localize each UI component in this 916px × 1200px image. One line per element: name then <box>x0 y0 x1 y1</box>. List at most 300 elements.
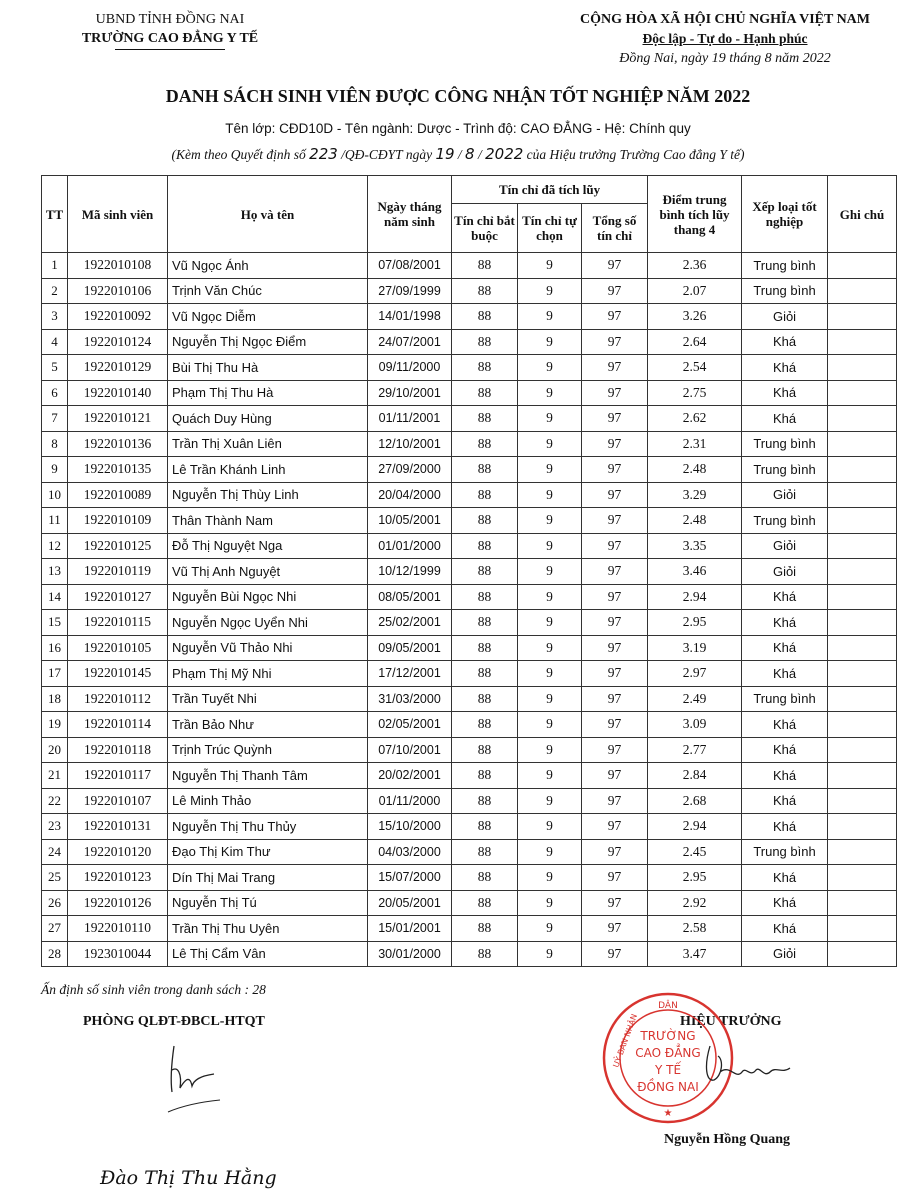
cell-birth-date: 27/09/1999 <box>368 278 452 304</box>
cell-total-credits: 97 <box>582 686 648 712</box>
cell-birth-date: 20/04/2000 <box>368 482 452 508</box>
cell-note <box>828 763 897 789</box>
cell-note <box>828 457 897 483</box>
cell-student-id: 1922010135 <box>68 457 168 483</box>
cell-note <box>828 610 897 636</box>
cell-total-credits: 97 <box>582 610 648 636</box>
cell-tt: 20 <box>42 737 68 763</box>
cell-student-id: 1922010119 <box>68 559 168 585</box>
cell-required-credits: 88 <box>452 890 518 916</box>
cell-total-credits: 97 <box>582 329 648 355</box>
cell-classification: Khá <box>742 635 828 661</box>
cell-required-credits: 88 <box>452 635 518 661</box>
table-row <box>42 559 897 585</box>
cell-full-name: Quách Duy Hùng <box>168 406 368 432</box>
cell-note <box>828 406 897 432</box>
cell-full-name: Trịnh Văn Chúc <box>168 278 368 304</box>
cell-classification: Trung bình <box>742 508 828 534</box>
cell-full-name: Lê Minh Thảo <box>168 788 368 814</box>
cell-required-credits: 88 <box>452 712 518 738</box>
cell-classification: Khá <box>742 712 828 738</box>
cell-tt: 3 <box>42 304 68 330</box>
cell-elective-credits: 9 <box>518 610 582 636</box>
cell-birth-date: 10/05/2001 <box>368 508 452 534</box>
cell-tt: 18 <box>42 686 68 712</box>
cell-birth-date: 29/10/2001 <box>368 380 452 406</box>
cell-birth-date: 01/11/2000 <box>368 788 452 814</box>
seal-star-icon: ★ <box>663 1108 673 1119</box>
cell-birth-date: 20/02/2001 <box>368 763 452 789</box>
cell-student-id: 1922010114 <box>68 712 168 738</box>
cell-tt: 12 <box>42 533 68 559</box>
cell-elective-credits: 9 <box>518 890 582 916</box>
cell-elective-credits: 9 <box>518 712 582 738</box>
cell-tt: 16 <box>42 635 68 661</box>
national-header <box>540 10 910 70</box>
cell-full-name: Trịnh Trúc Quỳnh <box>168 737 368 763</box>
cell-birth-date: 04/03/2000 <box>368 839 452 865</box>
cell-full-name: Nguyễn Thị Thùy Linh <box>168 482 368 508</box>
cell-gpa: 2.62 <box>648 406 742 432</box>
cell-required-credits: 88 <box>452 253 518 279</box>
cell-tt: 27 <box>42 916 68 942</box>
cell-required-credits: 88 <box>452 610 518 636</box>
principal-name: Nguyễn Hồng Quang <box>664 1132 791 1147</box>
cell-gpa: 2.07 <box>648 278 742 304</box>
cell-total-credits: 97 <box>582 253 648 279</box>
cell-tt: 4 <box>42 329 68 355</box>
table-row <box>42 278 897 304</box>
cell-elective-credits: 9 <box>518 533 582 559</box>
decision-sep2: / <box>474 147 486 162</box>
cell-birth-date: 17/12/2001 <box>368 661 452 687</box>
cell-tt: 13 <box>42 559 68 585</box>
cell-student-id: 1922010092 <box>68 304 168 330</box>
cell-tt: 21 <box>42 763 68 789</box>
cell-note <box>828 304 897 330</box>
cell-classification: Khá <box>742 584 828 610</box>
graduates-table <box>41 175 897 967</box>
cell-student-id: 1922010112 <box>68 686 168 712</box>
cell-tt: 22 <box>42 788 68 814</box>
cell-total-credits: 97 <box>582 865 648 891</box>
table-row <box>42 508 897 534</box>
cell-student-id: 1922010106 <box>68 278 168 304</box>
department-title: PHÒNG QLĐT-ĐBCL-HTQT <box>83 1014 265 1029</box>
decision-mid: /QĐ-CĐYT ngày <box>337 147 436 162</box>
cell-birth-date: 01/11/2001 <box>368 406 452 432</box>
cell-full-name: Nguyễn Ngọc Uyển Nhi <box>168 610 368 636</box>
cell-classification: Trung bình <box>742 457 828 483</box>
cell-note <box>828 559 897 585</box>
cell-required-credits: 88 <box>452 686 518 712</box>
cell-classification: Khá <box>742 329 828 355</box>
cell-classification: Khá <box>742 865 828 891</box>
cell-note <box>828 508 897 534</box>
cell-total-credits: 97 <box>582 788 648 814</box>
cell-required-credits: 88 <box>452 304 518 330</box>
cell-classification: Khá <box>742 788 828 814</box>
cell-student-id: 1922010120 <box>68 839 168 865</box>
table-row <box>42 355 897 381</box>
cell-birth-date: 09/11/2000 <box>368 355 452 381</box>
cell-birth-date: 25/02/2001 <box>368 610 452 636</box>
cell-classification: Giỏi <box>742 941 828 967</box>
header-birth-date: Ngày tháng năm sinh <box>368 176 452 253</box>
cell-total-credits: 97 <box>582 916 648 942</box>
cell-tt: 25 <box>42 865 68 891</box>
cell-full-name: Đạo Thị Kim Thư <box>168 839 368 865</box>
cell-student-id: 1922010124 <box>68 329 168 355</box>
cell-elective-credits: 9 <box>518 788 582 814</box>
cell-gpa: 2.54 <box>648 355 742 381</box>
cell-birth-date: 31/03/2000 <box>368 686 452 712</box>
table-row <box>42 686 897 712</box>
table-row <box>42 941 897 967</box>
cell-elective-credits: 9 <box>518 457 582 483</box>
cell-gpa: 2.68 <box>648 788 742 814</box>
cell-classification: Khá <box>742 890 828 916</box>
cell-full-name: Vũ Ngọc Diễm <box>168 304 368 330</box>
cell-required-credits: 88 <box>452 839 518 865</box>
cell-required-credits: 88 <box>452 533 518 559</box>
cell-full-name: Thân Thành Nam <box>168 508 368 534</box>
cell-gpa: 2.95 <box>648 865 742 891</box>
cell-classification: Khá <box>742 380 828 406</box>
cell-full-name: Nguyễn Thị Thanh Tâm <box>168 763 368 789</box>
cell-classification: Trung bình <box>742 839 828 865</box>
table-row <box>42 763 897 789</box>
cell-total-credits: 97 <box>582 941 648 967</box>
cell-note <box>828 482 897 508</box>
seal-top-text: DÂN <box>658 1001 678 1011</box>
cell-birth-date: 09/05/2001 <box>368 635 452 661</box>
cell-note <box>828 431 897 457</box>
cell-full-name: Nguyễn Thị Tú <box>168 890 368 916</box>
cell-note <box>828 661 897 687</box>
cell-full-name: Lê Trần Khánh Linh <box>168 457 368 483</box>
cell-gpa: 2.94 <box>648 584 742 610</box>
cell-note <box>828 584 897 610</box>
cell-total-credits: 97 <box>582 763 648 789</box>
cell-birth-date: 20/05/2001 <box>368 890 452 916</box>
cell-gpa: 2.95 <box>648 610 742 636</box>
cell-elective-credits: 9 <box>518 508 582 534</box>
issuer-authority: UBND TỈNH ĐỒNG NAI <box>95 12 245 27</box>
department-signer-name <box>96 1158 286 1196</box>
seal-ring-text: UỶ BAN NHÂN <box>611 1012 640 1069</box>
cell-classification: Khá <box>742 763 828 789</box>
cell-gpa: 3.35 <box>648 533 742 559</box>
cell-classification: Khá <box>742 814 828 840</box>
cell-full-name: Bùi Thị Thu Hà <box>168 355 368 381</box>
cell-gpa: 2.75 <box>648 380 742 406</box>
cell-total-credits: 97 <box>582 482 648 508</box>
cell-tt: 7 <box>42 406 68 432</box>
cell-student-id: 1922010125 <box>68 533 168 559</box>
cell-note <box>828 712 897 738</box>
cell-student-id: 1922010110 <box>68 916 168 942</box>
cell-note <box>828 941 897 967</box>
table-row <box>42 635 897 661</box>
cell-student-id: 1922010115 <box>68 610 168 636</box>
header-credits-group: Tín chỉ đã tích lũy <box>452 176 648 204</box>
national-title: CỘNG HÒA XÃ HỘI CHỦ NGHĨA VIỆT NAM <box>579 12 870 27</box>
cell-birth-date: 07/08/2001 <box>368 253 452 279</box>
cell-tt: 28 <box>42 941 68 967</box>
cell-note <box>828 253 897 279</box>
cell-student-id: 1922010145 <box>68 661 168 687</box>
issuer-school: TRƯỜNG CAO ĐẲNG Y TẾ <box>81 31 259 46</box>
cell-note <box>828 355 897 381</box>
cell-required-credits: 88 <box>452 814 518 840</box>
decision-suffix: của Hiệu trưởng Trường Cao đẳng Y tế) <box>523 147 745 162</box>
header-classification: Xếp loại tốt nghiệp <box>742 176 828 253</box>
decision-month: 8 <box>465 145 475 163</box>
cell-classification: Trung bình <box>742 253 828 279</box>
cell-gpa: 2.58 <box>648 916 742 942</box>
cell-birth-date: 02/05/2001 <box>368 712 452 738</box>
decision-number: 223 <box>309 145 338 163</box>
cell-total-credits: 97 <box>582 559 648 585</box>
cell-gpa: 2.64 <box>648 329 742 355</box>
cell-gpa: 3.26 <box>648 304 742 330</box>
seal-line-2: CAO ĐẲNG <box>635 1046 701 1060</box>
cell-student-id: 1922010123 <box>68 865 168 891</box>
table-row <box>42 890 897 916</box>
cell-elective-credits: 9 <box>518 406 582 432</box>
cell-elective-credits: 9 <box>518 839 582 865</box>
cell-required-credits: 88 <box>452 457 518 483</box>
cell-classification: Giỏi <box>742 304 828 330</box>
cell-elective-credits: 9 <box>518 737 582 763</box>
cell-required-credits: 88 <box>452 380 518 406</box>
cell-gpa: 2.36 <box>648 253 742 279</box>
cell-birth-date: 01/01/2000 <box>368 533 452 559</box>
cell-birth-date: 15/07/2000 <box>368 865 452 891</box>
cell-total-credits: 97 <box>582 278 648 304</box>
table-row <box>42 253 897 279</box>
cell-gpa: 2.31 <box>648 431 742 457</box>
cell-required-credits: 88 <box>452 788 518 814</box>
cell-elective-credits: 9 <box>518 355 582 381</box>
cell-classification: Khá <box>742 355 828 381</box>
cell-student-id: 1922010121 <box>68 406 168 432</box>
cell-tt: 10 <box>42 482 68 508</box>
cell-student-id: 1922010140 <box>68 380 168 406</box>
cell-full-name: Lê Thị Cẩm Vân <box>168 941 368 967</box>
cell-tt: 15 <box>42 610 68 636</box>
cell-student-id: 1922010107 <box>68 788 168 814</box>
table-row <box>42 431 897 457</box>
cell-tt: 24 <box>42 839 68 865</box>
cell-elective-credits: 9 <box>518 584 582 610</box>
cell-birth-date: 14/01/1998 <box>368 304 452 330</box>
cell-tt: 5 <box>42 355 68 381</box>
cell-classification: Khá <box>742 610 828 636</box>
cell-birth-date: 10/12/1999 <box>368 559 452 585</box>
cell-required-credits: 88 <box>452 865 518 891</box>
cell-classification: Trung bình <box>742 278 828 304</box>
principal-title: HIỆU TRƯỞNG <box>680 1014 782 1029</box>
cell-student-id: 1922010126 <box>68 890 168 916</box>
cell-tt: 1 <box>42 253 68 279</box>
cell-elective-credits: 9 <box>518 329 582 355</box>
cell-tt: 8 <box>42 431 68 457</box>
cell-note <box>828 533 897 559</box>
cell-required-credits: 88 <box>452 661 518 687</box>
cell-gpa: 3.09 <box>648 712 742 738</box>
cell-required-credits: 88 <box>452 278 518 304</box>
table-row <box>42 584 897 610</box>
cell-required-credits: 88 <box>452 355 518 381</box>
header-gpa: Điểm trung bình tích lũy thang 4 <box>648 176 742 253</box>
table-row <box>42 610 897 636</box>
cell-student-id: 1922010118 <box>68 737 168 763</box>
seal-line-4: ĐỒNG NAI <box>637 1080 699 1094</box>
cell-student-id: 1922010108 <box>68 253 168 279</box>
cell-classification: Khá <box>742 406 828 432</box>
cell-required-credits: 88 <box>452 763 518 789</box>
cell-student-id: 1922010109 <box>68 508 168 534</box>
cell-tt: 26 <box>42 890 68 916</box>
cell-tt: 11 <box>42 508 68 534</box>
cell-gpa: 3.19 <box>648 635 742 661</box>
cell-classification: Trung bình <box>742 686 828 712</box>
cell-gpa: 2.48 <box>648 457 742 483</box>
cell-gpa: 2.94 <box>648 814 742 840</box>
header-note: Ghi chú <box>828 176 897 253</box>
cell-student-id: 1922010117 <box>68 763 168 789</box>
cell-elective-credits: 9 <box>518 482 582 508</box>
header-full-name: Họ và tên <box>168 176 368 253</box>
cell-gpa: 2.92 <box>648 890 742 916</box>
document-title: DANH SÁCH SINH VIÊN ĐƯỢC CÔNG NHẬN TỐT NGHIỆP NĂM 2022 <box>165 86 751 106</box>
cell-full-name: Trần Bảo Như <box>168 712 368 738</box>
cell-elective-credits: 9 <box>518 253 582 279</box>
cell-total-credits: 97 <box>582 533 648 559</box>
cell-full-name: Phạm Thị Thu Hà <box>168 380 368 406</box>
cell-total-credits: 97 <box>582 661 648 687</box>
seal-line-3: Y TẾ <box>654 1063 682 1077</box>
cell-classification: Khá <box>742 916 828 942</box>
decision-sep: / <box>454 147 466 162</box>
cell-note <box>828 890 897 916</box>
cell-note <box>828 788 897 814</box>
cell-note <box>828 916 897 942</box>
cell-birth-date: 07/10/2001 <box>368 737 452 763</box>
table-row <box>42 533 897 559</box>
cell-elective-credits: 9 <box>518 865 582 891</box>
cell-gpa: 3.29 <box>648 482 742 508</box>
cell-required-credits: 88 <box>452 329 518 355</box>
cell-elective-credits: 9 <box>518 814 582 840</box>
cell-full-name: Nguyễn Bùi Ngọc Nhi <box>168 584 368 610</box>
signer-name-text: Đào Thị Thu Hằng <box>100 1167 277 1189</box>
header-tt: TT <box>42 176 68 253</box>
cell-birth-date: 27/09/2000 <box>368 457 452 483</box>
class-info: Tên lớp: CĐD10D - Tên ngành: Dược - Trình độ: CAO ĐẲNG - Hệ: Chính quy <box>225 121 691 136</box>
cell-student-id: 1922010131 <box>68 814 168 840</box>
decision-reference <box>0 145 916 163</box>
document-date: Đồng Nai, ngày 19 tháng 8 năm 2022 <box>619 51 831 66</box>
cell-required-credits: 88 <box>452 406 518 432</box>
table-row <box>42 661 897 687</box>
cell-elective-credits: 9 <box>518 380 582 406</box>
table-row <box>42 380 897 406</box>
cell-gpa: 2.84 <box>648 763 742 789</box>
cell-elective-credits: 9 <box>518 941 582 967</box>
cell-tt: 9 <box>42 457 68 483</box>
table-row <box>42 329 897 355</box>
table-row <box>42 304 897 330</box>
cell-birth-date: 30/01/2000 <box>368 941 452 967</box>
header-required-credits: Tín chỉ bắt buộc <box>452 204 518 253</box>
cell-elective-credits: 9 <box>518 431 582 457</box>
cell-full-name: Đỗ Thị Nguyệt Nga <box>168 533 368 559</box>
cell-required-credits: 88 <box>452 941 518 967</box>
principal-signature <box>690 1036 810 1106</box>
table-row <box>42 406 897 432</box>
cell-birth-date: 08/05/2001 <box>368 584 452 610</box>
decision-day: 19 <box>435 145 455 163</box>
cell-required-credits: 88 <box>452 737 518 763</box>
cell-total-credits: 97 <box>582 635 648 661</box>
header-student-id: Mã sinh viên <box>68 176 168 253</box>
cell-gpa: 2.45 <box>648 839 742 865</box>
cell-required-credits: 88 <box>452 584 518 610</box>
cell-total-credits: 97 <box>582 457 648 483</box>
cell-tt: 6 <box>42 380 68 406</box>
cell-total-credits: 97 <box>582 380 648 406</box>
cell-note <box>828 839 897 865</box>
cell-full-name: Vũ Ngọc Ánh <box>168 253 368 279</box>
cell-student-id: 1922010129 <box>68 355 168 381</box>
cell-student-id: 1922010089 <box>68 482 168 508</box>
cell-tt: 19 <box>42 712 68 738</box>
table-row <box>42 712 897 738</box>
cell-gpa: 2.49 <box>648 686 742 712</box>
table-row <box>42 788 897 814</box>
cell-total-credits: 97 <box>582 304 648 330</box>
table-body <box>42 253 897 967</box>
cell-note <box>828 865 897 891</box>
cell-required-credits: 88 <box>452 559 518 585</box>
table-row <box>42 457 897 483</box>
cell-full-name: Nguyễn Thị Thu Thủy <box>168 814 368 840</box>
cell-classification: Giỏi <box>742 482 828 508</box>
table-row <box>42 865 897 891</box>
cell-elective-credits: 9 <box>518 635 582 661</box>
cell-total-credits: 97 <box>582 712 648 738</box>
fixed-count-note: Ấn định số sinh viên trong danh sách : 28 <box>41 982 266 997</box>
cell-student-id: 1922010136 <box>68 431 168 457</box>
cell-note <box>828 380 897 406</box>
header-elective-credits: Tín chỉ tự chọn <box>518 204 582 253</box>
table-row <box>42 737 897 763</box>
cell-note <box>828 635 897 661</box>
cell-gpa: 3.46 <box>648 559 742 585</box>
decision-year: 2022 <box>485 145 524 163</box>
department-signature <box>160 1040 230 1120</box>
cell-note <box>828 329 897 355</box>
cell-full-name: Trần Thị Thu Uyên <box>168 916 368 942</box>
cell-total-credits: 97 <box>582 584 648 610</box>
national-motto: Độc lập - Tự do - Hạnh phúc <box>642 31 808 46</box>
cell-classification: Trung bình <box>742 431 828 457</box>
cell-note <box>828 686 897 712</box>
cell-total-credits: 97 <box>582 890 648 916</box>
